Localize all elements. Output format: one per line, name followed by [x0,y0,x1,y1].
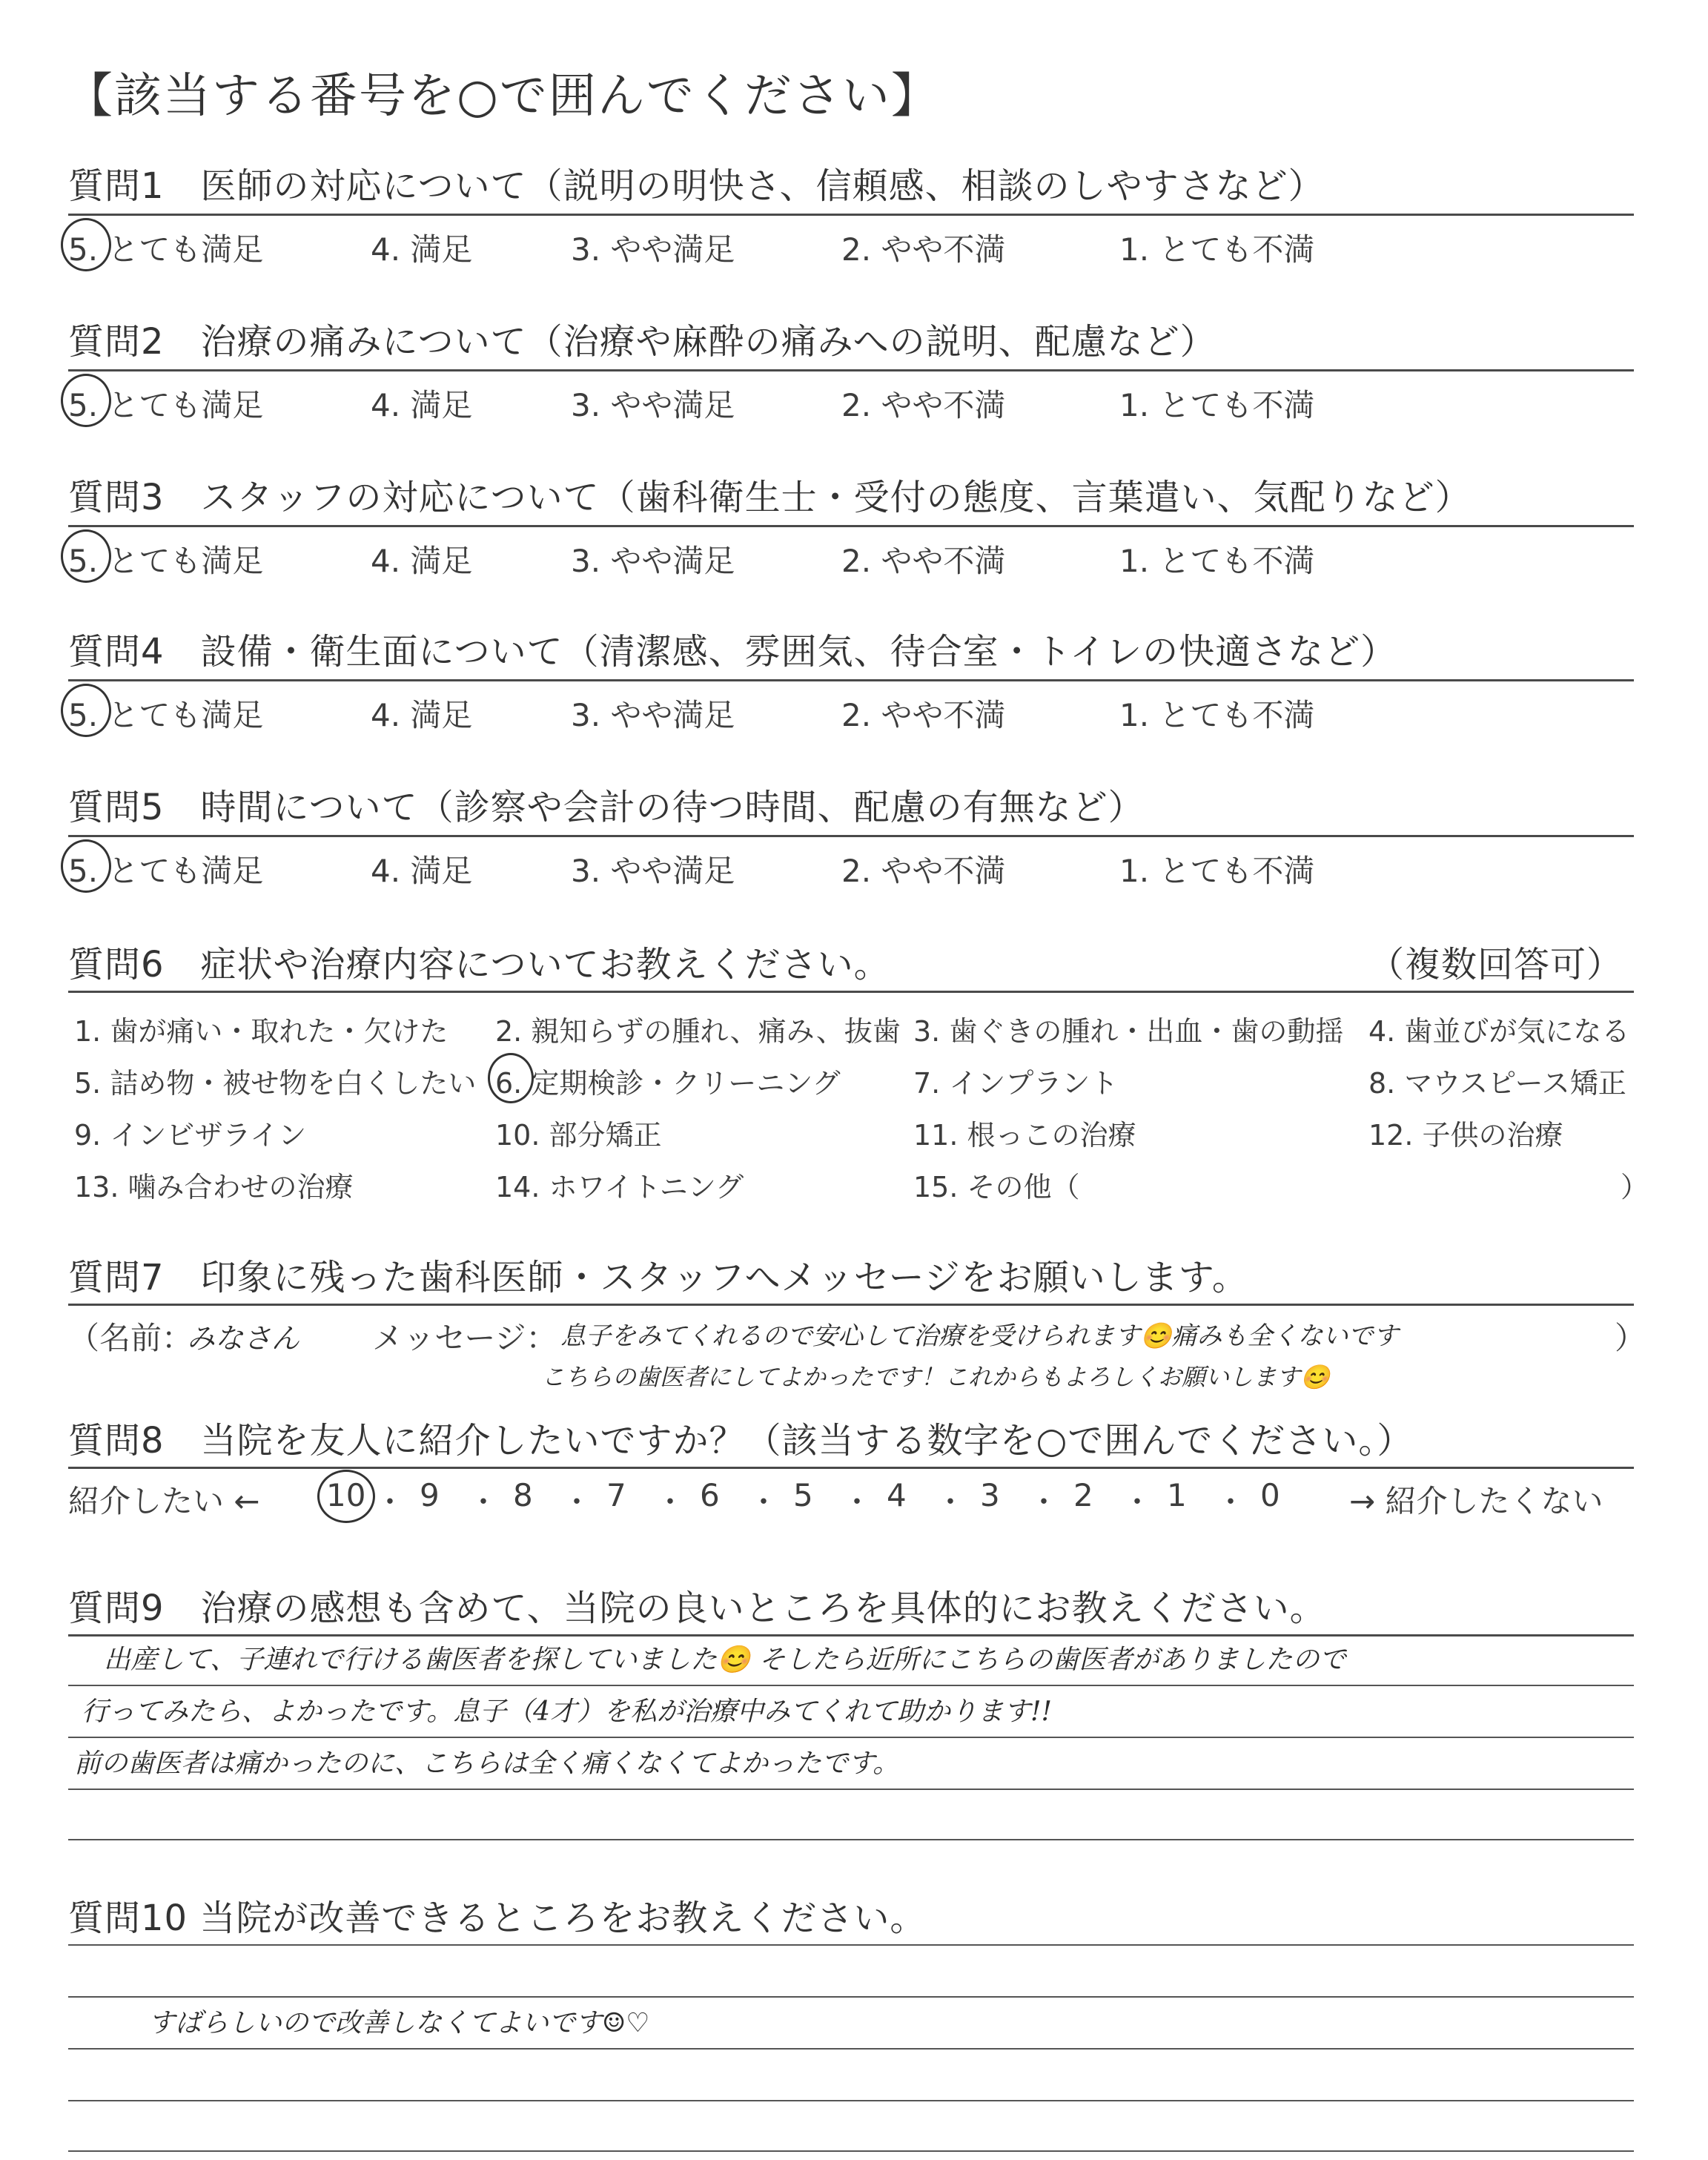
q6-option-14[interactable]: 14. ホワイトニング [495,1171,744,1203]
q6-selected-circle [488,1053,534,1103]
q1-option-2[interactable]: 2. やや不満 [841,231,1006,268]
q4-rule [68,679,1634,681]
q9-answer-line1[interactable]: 出産して、子連れで行ける歯医者を探していました😊 そしたら近所にこちらの歯医者がありましたので [104,1645,1346,1675]
q6-option-5[interactable]: 5. 詰め物・被せ物を白くしたい [74,1067,477,1100]
q8-scale-5[interactable]: 5 [793,1477,813,1513]
q7-message-line2[interactable]: こちらの歯医者にしてよかったです！これからもよろしくお願いします😊 [541,1363,1330,1391]
q10-line [68,1996,1634,1998]
q8-scale-9[interactable]: 9 [420,1477,440,1513]
q8-separator: ・ [1029,1485,1059,1519]
q1-selected-circle [61,218,111,271]
q6-rule [68,991,1634,993]
q7-message-line1[interactable]: 息子をみてくれるので安心して治療を受けられます😊痛みも全くないです [560,1321,1399,1351]
q8-scale-0[interactable]: 0 [1260,1477,1280,1513]
q5-selected-circle [61,839,111,893]
q8-separator: ・ [1122,1485,1152,1519]
q2-option-3[interactable]: 3. やや満足 [571,387,735,423]
q8-separator: ・ [1216,1485,1245,1519]
q9-rule [68,1634,1634,1636]
q9-answer-line3[interactable]: 前の歯医者は痛かったのに、こちらは全く痛くなくてよかったです。 [74,1748,900,1779]
q10-line [68,2100,1634,2101]
q2-option-2[interactable]: 2. やや不満 [841,387,1006,423]
q4-selected-circle [61,684,111,737]
q8-separator: ・ [842,1485,872,1519]
q6-note: （複数回答可） [1368,944,1623,985]
q1-option-4[interactable]: 4. 満足 [371,231,473,268]
q10-line [68,2150,1634,2152]
q6-option-8[interactable]: 8. マウスピース矯正 [1368,1067,1626,1100]
q6-option-6[interactable]: 6. 定期検診・クリーニング [495,1067,841,1100]
q8-separator: ・ [936,1485,965,1519]
q3-option-3[interactable]: 3. やや満足 [571,543,735,579]
q9-line [68,1737,1634,1738]
q2-option-5[interactable]: 5. とても満足 [68,387,264,423]
q8-left-label: 紹介したい ← [68,1483,260,1519]
q6-close-paren: ） [1621,1171,1649,1203]
q8-separator: ・ [562,1485,592,1519]
q6-option-3[interactable]: 3. 歯ぐきの腫れ・出血・歯の動揺 [913,1015,1344,1048]
q9-title: 質問9 治療の感想も含めて、当院の良いところを具体的にお教えください。 [68,1588,1326,1629]
q3-option-2[interactable]: 2. やや不満 [841,543,1006,579]
q5-option-2[interactable]: 2. やや不満 [841,853,1006,889]
q8-scale-3[interactable]: 3 [980,1477,1000,1513]
q4-option-2[interactable]: 2. やや不満 [841,697,1006,733]
q3-selected-circle [61,529,111,583]
q5-option-5[interactable]: 5. とても満足 [68,853,264,889]
q9-answer-line2[interactable]: 行ってみたら、よかったです。息子（4才）を私が治療中みてくれて助かります!! [82,1697,1052,1727]
q8-scale-2[interactable]: 2 [1073,1477,1093,1513]
q8-scale-4[interactable]: 4 [887,1477,907,1513]
q8-separator: ・ [469,1485,498,1519]
q8-separator: ・ [749,1485,778,1519]
q6-option-13[interactable]: 13. 噛み合わせの治療 [74,1171,354,1203]
q10-title: 質問10 当院が改善できるところをお教えください。 [68,1898,927,1939]
q6-option-9[interactable]: 9. インビザライン [74,1119,307,1152]
q8-scale-6[interactable]: 6 [700,1477,720,1513]
q4-option-3[interactable]: 3. やや満足 [571,697,735,733]
q1-option-5[interactable]: 5. とても満足 [68,231,264,268]
q6-option-1[interactable]: 1. 歯が痛い・取れた・欠けた [74,1015,448,1048]
q8-scale-1[interactable]: 1 [1167,1477,1187,1513]
q7-close-paren: ） [1615,1320,1646,1356]
q2-option-4[interactable]: 4. 満足 [371,387,473,423]
q5-title: 質問5 時間について（診察や会計の待つ時間、配慮の有無など） [68,787,1145,828]
q7-name-value[interactable]: みなさん [187,1322,300,1355]
q9-line [68,1685,1634,1686]
q4-option-5[interactable]: 5. とても満足 [68,697,264,733]
q3-rule [68,525,1634,527]
q8-separator: ・ [655,1485,685,1519]
q5-option-1[interactable]: 1. とても不満 [1119,853,1315,889]
q7-name-label: （名前： [68,1320,193,1356]
q4-option-4[interactable]: 4. 満足 [371,697,473,733]
q10-line [68,1944,1634,1946]
q4-option-1[interactable]: 1. とても不満 [1119,697,1315,733]
q2-selected-circle [61,374,111,427]
q6-title: 質問6 症状や治療内容についてお教えください。 [68,944,890,985]
q8-right-label: → 紹介したくない [1349,1483,1603,1519]
q9-line [68,1839,1634,1840]
q8-separator: ・ [375,1485,405,1519]
q3-option-5[interactable]: 5. とても満足 [68,543,264,579]
q8-title: 質問8 当院を友人に紹介したいですか？（該当する数字を○で囲んでください。） [68,1420,1414,1462]
q4-title: 質問4 設備・衛生面について（清潔感、雰囲気、待合室・トイレの快適さなど） [68,631,1397,673]
q10-line [68,2048,1634,2050]
q8-scale-8[interactable]: 8 [513,1477,533,1513]
q6-option-7[interactable]: 7. インプラント [913,1067,1119,1100]
q1-option-3[interactable]: 3. やや満足 [571,231,735,268]
q2-rule [68,369,1634,371]
q7-title: 質問7 印象に残った歯科医師・スタッフへメッセージをお願いします。 [68,1257,1248,1298]
q6-option-15[interactable]: 15. その他（ [913,1171,1080,1203]
q8-rule [68,1467,1634,1469]
q7-message-label: メッセージ： [372,1320,557,1356]
form-header: 【該当する番号を○で囲んでください】 [65,69,940,124]
q2-title: 質問2 治療の痛みについて（治療や麻酔の痛みへの説明、配慮など） [68,321,1217,363]
q5-rule [68,835,1634,837]
q9-line [68,1789,1634,1790]
q3-title: 質問3 スタッフの対応について（歯科衛生士・受付の態度、言葉遣い、気配りなど） [68,477,1472,518]
q3-option-4[interactable]: 4. 満足 [371,543,473,579]
q8-scale-10[interactable]: 10 [326,1477,366,1513]
q5-option-3[interactable]: 3. やや満足 [571,853,735,889]
q1-option-1[interactable]: 1. とても不満 [1119,231,1315,268]
q6-option-12[interactable]: 12. 子供の治療 [1368,1119,1563,1152]
q6-option-4[interactable]: 4. 歯並びが気になる [1368,1015,1630,1048]
q1-rule [68,214,1634,216]
q6-option-10[interactable]: 10. 部分矯正 [495,1119,662,1152]
q2-option-1[interactable]: 1. とても不満 [1119,387,1315,423]
q8-scale-7[interactable]: 7 [606,1477,626,1513]
q5-option-4[interactable]: 4. 満足 [371,853,473,889]
q10-answer-line1[interactable]: すばらしいので改善しなくてよいです☺♡ [148,2008,650,2038]
q6-option-2[interactable]: 2. 親知らずの腫れ、痛み、抜歯 [495,1015,901,1048]
q1-title: 質問1 医師の対応について（説明の明快さ、信頼感、相談のしやすさなど） [68,165,1325,207]
q7-rule [68,1304,1634,1306]
q3-option-1[interactable]: 1. とても不満 [1119,543,1315,579]
q8-selected-circle [317,1470,375,1523]
q6-option-11[interactable]: 11. 根っこの治療 [913,1119,1136,1152]
